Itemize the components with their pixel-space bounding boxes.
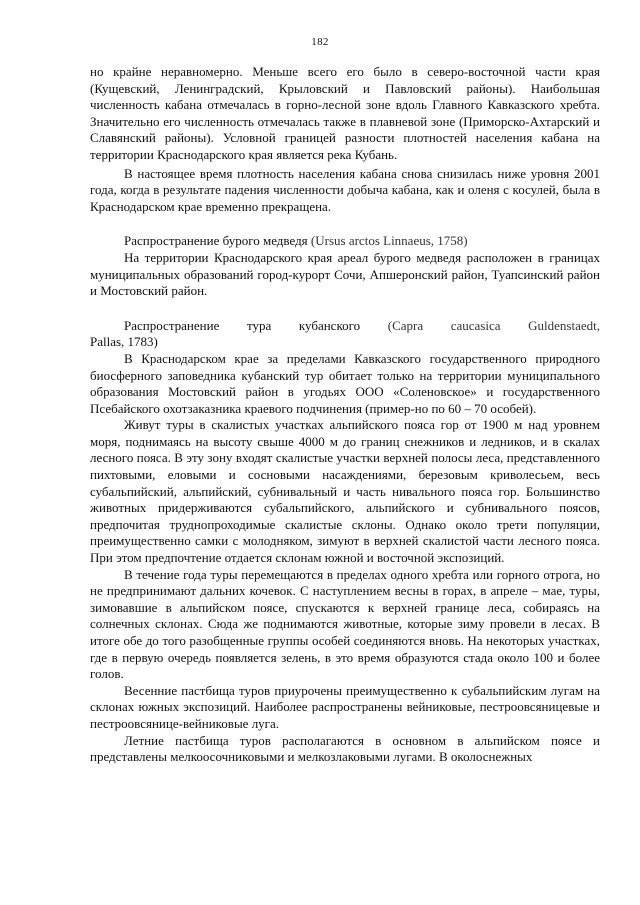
paragraph-tur-spring-pastures: Весенние пастбища туров приурочены преимущественно к субальпийским лугам на склонах южных экспозиций. Наиболее распространены вейниковые, пестроовсяницевые и пестроовсянице-вейниковые луга. bbox=[90, 682, 600, 731]
paragraph-tur-habitat: Живут туры в скалистых участках альпийского пояса гор от 1900 м над уровнем моря, поднимаясь на высоту свыше 4000 м до границ снежников и ледников, и в скалах лесного пояса. В эту зону входят скалистые участки верхней полосы леса, представленного пихтовыми, еловыми и сосновыми насаждениями, березовым криволесьем, весь субальпийский, альпийский, субнивальный и часть нивального пояса гор. Большинство животных придерживаются субальпийского, альпийского и субнивального поясов, предпочитая труднопроходимые скалистые склоны. Однако около трети популяции, преимущественно самки с молодняком, зимуют в верхней скалистой части лесного пояса. При этом предпочтение отдается склонам южной и восточной экспозиций. bbox=[90, 417, 600, 566]
section-heading-bear bbox=[90, 233, 600, 250]
document-body bbox=[90, 64, 600, 766]
paragraph-bear-range: На территории Краснодарского края ареал бурого медведя расположен в границах муниципальных образований город-курорт Сочи, Апшеронский район, Туапсинский район и Мостовский район. bbox=[90, 249, 600, 299]
section-heading-tur-latin-cont: Pallas, 1783) bbox=[90, 334, 158, 350]
paragraph-boar-current: В настоящее время плотность населения кабана снова снизилась ниже уровня 2001 года, когда в результате падения численности добыча кабана, как и оленя с косулей, была в Краснодарском крае временно прекращена. bbox=[90, 165, 600, 214]
paragraph-tur-migration: В течение года туры перемещаются в пределах одного хребта или горного отрога, но не предпринимают дальних кочевок. С наступлением весны в горах, в апреле – мае, туры, зимовавшие в альпийском поясе, спускаются к верхней границе леса, собираясь на солнечных склонах. Сюда же поднимаются животные, которые зиму провели в лесах. В итоге обе до того разобщенные группы особей соединяются вновь. На некоторых участках, где в первую очередь появляется зелень, в это время образуются стада около 100 и более голов. bbox=[90, 566, 600, 682]
section-heading-tur-latin: (Capra caucasica Guldenstaedt, bbox=[387, 317, 600, 333]
paragraph-tur-summer-pastures: Летние пастбища туров располагаются в основном в альпийском поясе и представлены мелкоосочниковыми и мелкозлаковыми лугами. В околоснежных bbox=[90, 732, 600, 765]
page-number: 182 bbox=[311, 36, 329, 48]
section-heading-bear-latin: (Ursus arctos Linnaeus, 1758) bbox=[310, 233, 468, 249]
paragraph-tur-range: В Краснодарском крае за пределами Кавказского государственного природного биосферного заповедника кубанский тур обитает только на территории муниципального образования Мостовский район в угодьях ООО «Соленовское» и государственного Псебайского охотзаказника краевого подчинения (пример-но по 60 – 70 особей). bbox=[90, 350, 600, 416]
section-heading-tur bbox=[90, 318, 600, 335]
section-heading-bear-text: Распространение бурого медведя bbox=[124, 233, 311, 249]
section-heading-tur-text: Распространение тура кубанского bbox=[124, 317, 388, 333]
paragraph-boar-distribution: но крайне неравномерно. Меньше всего его было в северо-восточной части края (Кущевский, Ленинградский, Крыловский и Павловский районы). Наибольшая численность кабана отмечалась в горно-лесной зоне вдоль Главного Кавказского хребта. Значительно его численность отмечалась также в плавневой зоне (Приморско-Ахтарский и Славянский районы). Условной границей разности плотностей населения кабана на территории Краснодарского края является река Кубань. bbox=[90, 64, 600, 162]
